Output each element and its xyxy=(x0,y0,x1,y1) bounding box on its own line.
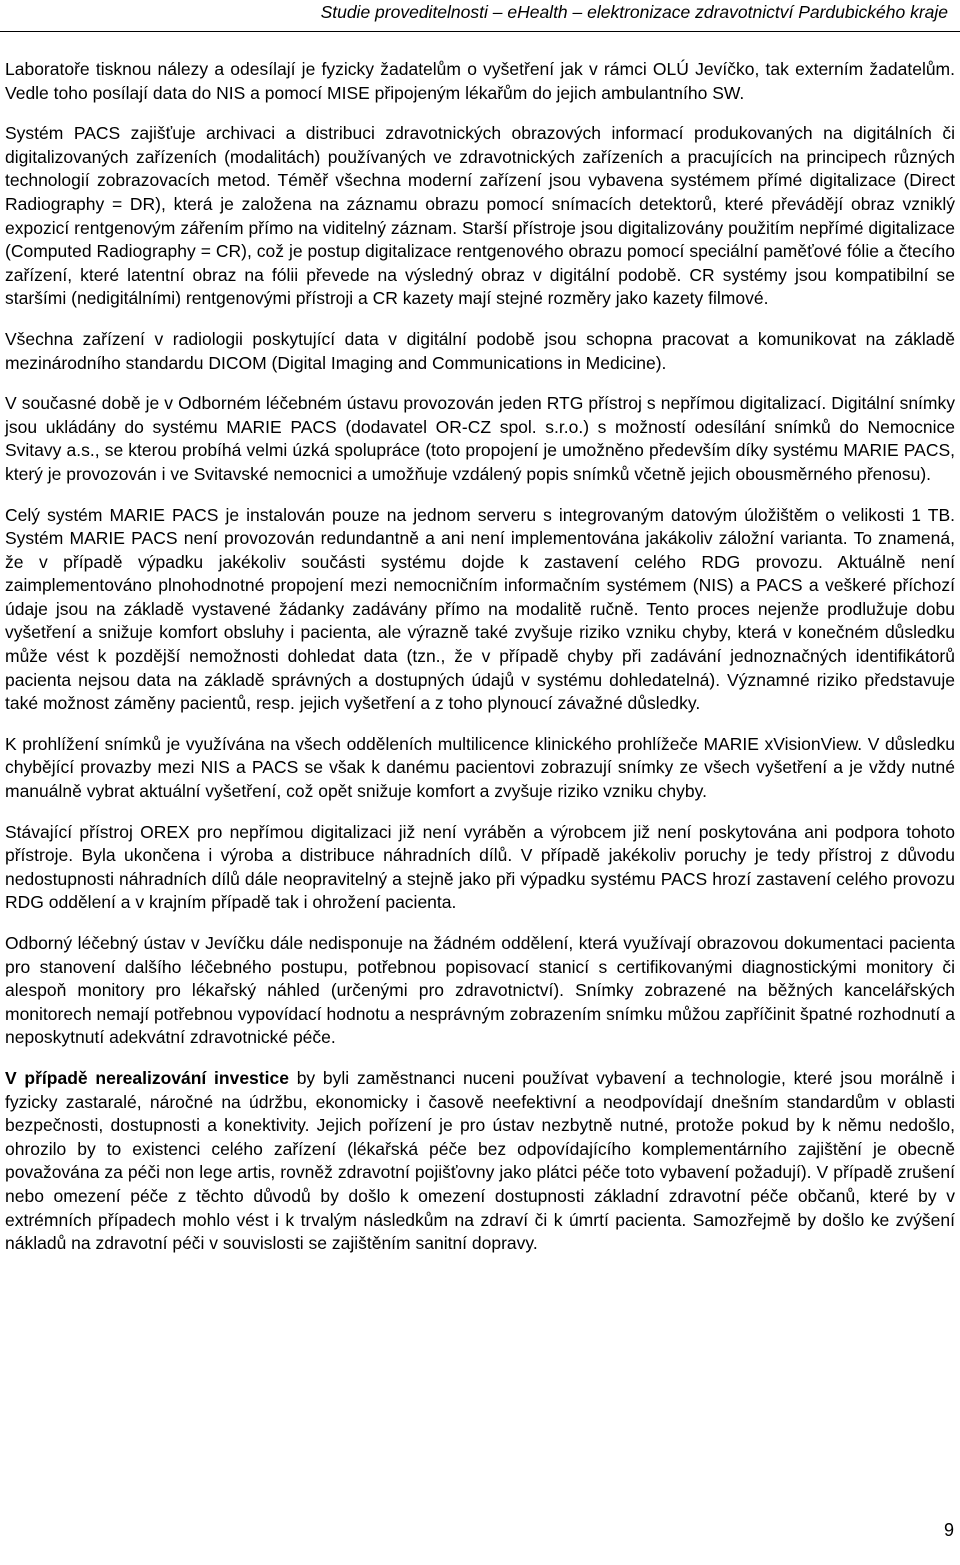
paragraph-workstations xyxy=(5,932,955,1050)
paragraph-text: Celý systém MARIE PACS je instalován pouze na jednom serveru s integrovaným datovým úložištěm o velikosti 1 TB. Systém MARIE PACS není provozován redundantně a ani není implementována jakákoliv záložní varianta. To znamená, že v případě výpadku jakékoliv součásti systému dojde k zastavení celého RDG provozu. Aktuálně není zaimplementováno plnohodnotné propojení mezi nemocničním informačním systémem (NIS) a PACS a veškeré příchozí údaje jsou na základě vystavené žádanky zadávány přímo na modalitě ručně. Tento proces nejenže prodlužuje dobu vyšetření a snižuje komfort obsluhy i pacienta, ale výrazně také zvyšuje riziko vzniku chyby, která v konečném důsledku může vést k pozdější nemožnosti dohledat data (tzn., že v případě chyby při zadávání jednoznačných identifikátorů pacienta nejsou data na základě správných a dostupných údajů v systému dohledatelná). Významné riziko představuje také možnost záměny pacientů, resp. jejich vyšetření a z toho plynoucí závažné důsledky. xyxy=(5,504,955,714)
paragraph-marie-pacs-risks xyxy=(5,504,955,716)
paragraph-text: Stávající přístroj OREX pro nepřímou digitalizaci již není vyráběn a výrobcem již není poskytována ani podpora tohoto přístroje. Byla ukončena i výroba a distribuce náhradních dílů. V případě jakékoliv poruchy je tedy přístroj z důvodu nedostupnosti náhradních dílů dále neopravitelný a stejně jako při výpadku systému PACS hrozí zastavení celého provozu RDG oddělení a v krajním případě tak i ohrožení pacienta. xyxy=(5,821,955,913)
document-title: Studie proveditelnosti – eHealth – elektronizace zdravotnictví Pardubického kraje xyxy=(320,2,948,22)
paragraph-viewer xyxy=(5,733,955,804)
document-body xyxy=(5,58,955,1273)
paragraph-laboratories xyxy=(5,58,955,105)
paragraph-no-investment xyxy=(5,1067,955,1256)
paragraph-lead-bold: V případě nerealizování investice xyxy=(5,1067,289,1088)
paragraph-pacs-system xyxy=(5,122,955,311)
header-divider xyxy=(0,31,960,32)
paragraph-text: by byli zaměstnanci nuceni používat vybavení a technologie, které jsou morálně i fyzicky zastaralé, náročné na údržbu, ekonomicky i časově neefektivní a neodpovídají dnešním standardům v oblasti bezpečnosti, dostupnosti a konektivity. Jejich pořízení je pro ústav nezbytně nutné, protože pokud by k němu nedošlo, ohrozilo by to existenci celého zařízení (lékařská péče bez odpovídajícího komplementárního zajištění je obecně považována za péči non lege artis, rovněž zdravotní pojišťovny jako plátci péče toto vybavení požadují). V případě zrušení nebo omezení péče z těchto důvodů by došlo k omezení dostupnosti základní zdravotní péče občanů, které by v extrémních případech mohlo vést i k trvalým následkům na zdraví či k úmrtí pacienta. Samozřejmě by došlo ke zvýšení nákladů na zdravotní péči v souvislosti se zajištěním sanitní dopravy. xyxy=(5,1067,955,1254)
paragraph-text: Všechna zařízení v radiologii poskytující data v digitální podobě jsou schopna pracovat a komunikovat na základě mezinárodního standardu DICOM (Digital Imaging and Communications in Medicine). xyxy=(5,328,955,373)
paragraph-orex-device xyxy=(5,821,955,915)
paragraph-dicom xyxy=(5,328,955,375)
page-number: 9 xyxy=(943,1520,954,1540)
paragraph-text: Laboratoře tisknou nálezy a odesílají je fyzicky žadatelům o vyšetření jak v rámci OLÚ Jevíčko, tak externím žadatelům. Vedle toho posílají data do NIS a pomocí MISE připojeným lékařům do jejich ambulantního SW. xyxy=(5,59,955,103)
paragraph-text: V současné době je v Odborném léčebném ústavu provozován jeden RTG přístroj s nepřímou digitalizací. Digitální snímky jsou ukládány do systému MARIE PACS (dodavatel OR-CZ spol. s.r.o.) s možností odesílání snímků do Nemocnice Svitavy a.s., se kterou probíhá velmi úzká spolupráce (toto propojení je umožněno především díky systému MARIE PACS, který je provozován i ve Svitavské nemocnici a umožňuje vzdálený popis snímků včetně jejich obousměrného přenosu). xyxy=(5,393,955,484)
paragraph-text: Odborný léčebný ústav v Jevíčku dále nedisponuje na žádném oddělení, která využívají obrazovou dokumentaci pacienta pro stanovení dalšího léčebného postupu, potřebnou popisovací stanicí s certifikovanými diagnostickými monitory či alespoň monitory pro lékařský náhled (určenými pro zdravotnictví). Snímky zobrazené na běžných kancelářských monitorech nemají potřebnou vypovídací hodnotu a nesprávným zobrazením snímku můžou zapříčinit špatné rozhodnutí a neposkytnutí adekvátní zdravotnické péče. xyxy=(5,933,955,1048)
paragraph-text: Systém PACS zajišťuje archivaci a distribuci zdravotnických obrazových informací produkovaných na digitálních či digitalizovaných zařízeních (modalitách) používaných ve zdravotnických zařízeních a pracujících na principech různých technologií zobrazovacích metod. Téměř všechna moderní zařízení jsou vybavena systémem přímé digitalizace (Direct Radiography = DR), která je založena na záznamu obrazu pomocí snímacích detektorů, které převádějí obraz vzniklý expozicí rentgenovým zářením přímo na viditelný záznam. Starší přístroje jsou digitalizovány použitím nepřímé digitalizace (Computed Radiography = CR), což je postup digitalizace rentgenového obrazu pomocí speciální paměťové fólie a čtecího zařízení, které latentní obraz na fólii převede na výsledný obraz v digitální podobě. CR systémy jsou kompatibilní se staršími (nedigitálními) rentgenovými přístroji a CR kazety mají stejné rozměry jako kazety filmové. xyxy=(5,123,955,309)
paragraph-current-state xyxy=(5,392,955,486)
paragraph-text: K prohlížení snímků je využívána na všech odděleních multilicence klinického prohlížeče MARIE xVisionView. V důsledku chybějící provazby mezi NIS a PACS se však k danému pacientovi zobrazují snímky ze všech vyšetření a je vždy nutné manuálně vybrat aktuální vyšetření, což opět snižuje komfort a zvyšuje riziko vzniku chyby. xyxy=(5,733,955,802)
page-header xyxy=(0,0,948,24)
